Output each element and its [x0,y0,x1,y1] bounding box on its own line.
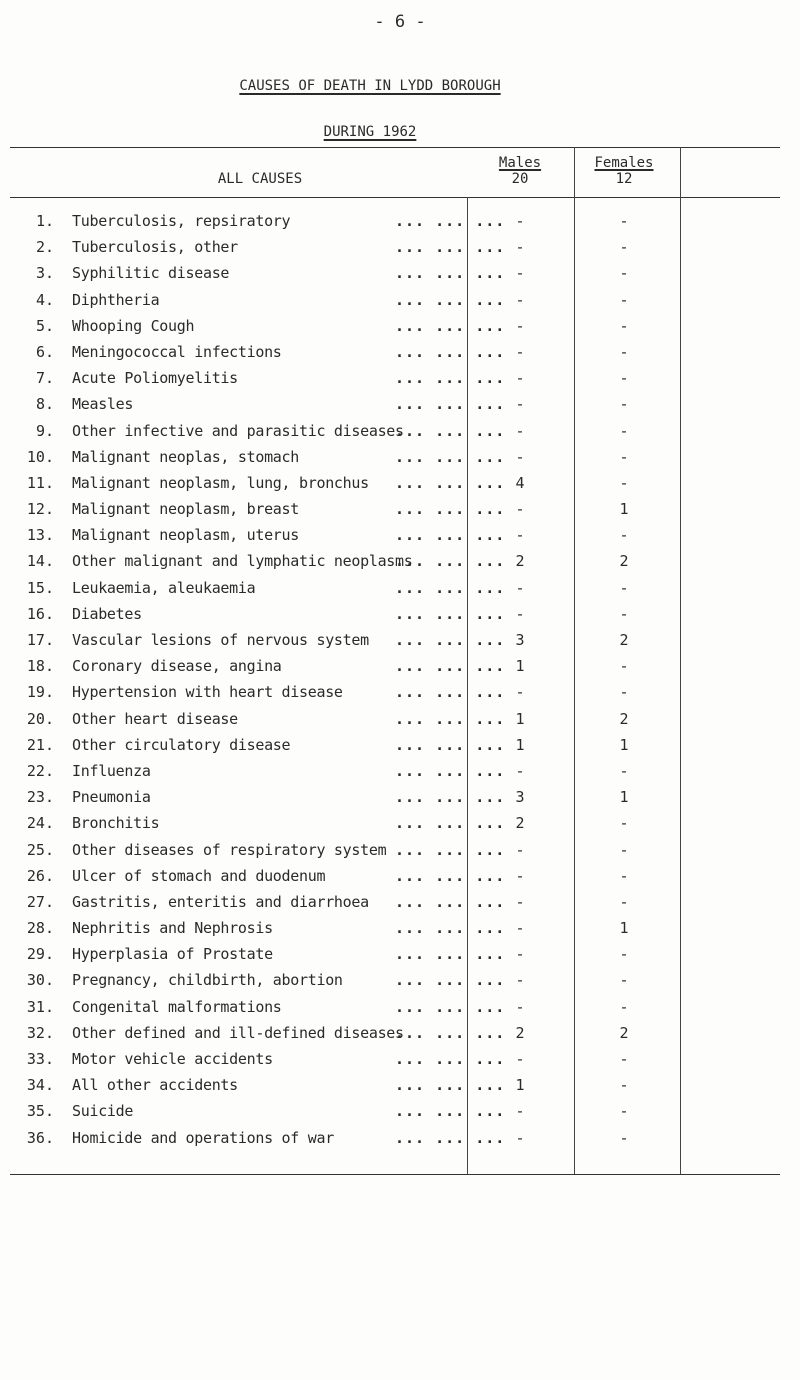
row-number: 15. [26,578,54,597]
females-count: 2 [619,631,629,649]
females-count: - [619,316,629,335]
males-count: - [515,919,525,938]
table-row [0,210,800,236]
males-count: - [515,395,525,414]
leader-dots: ... ... ... [395,1128,506,1147]
females-count: - [619,264,629,283]
row-number: 30. [26,971,54,990]
row-number: 33. [26,1050,54,1068]
cause-name: Pregnancy, childbirth, abortion [72,971,343,990]
table-row [0,524,800,550]
females-count: 1 [619,788,629,807]
row-number: 32. [26,1023,54,1042]
table-row [0,393,800,419]
row-number: 36. [26,1128,54,1147]
table-top-rule [10,147,780,148]
row-number: 22. [26,761,54,780]
females-total: 12 [615,171,633,187]
leader-dots: ... ... ... [395,892,506,911]
table-row [0,472,800,498]
leader-dots: ... ... ... [395,997,506,1016]
leader-dots: ... ... ... [395,421,506,440]
row-number: 21. [26,735,54,754]
females-count: - [619,1076,629,1095]
table-row [0,891,800,917]
cause-name: Suicide [72,1102,134,1121]
cause-name: Other defined and ill-defined diseases [72,1023,404,1042]
females-count: - [619,578,629,597]
leader-dots: ... ... ... [395,369,506,388]
leader-dots: ... ... ... [395,1050,506,1068]
females-count: - [619,212,629,230]
males-count: 3 [515,788,525,807]
leader-dots: ... ... ... [395,316,506,335]
row-number: 13. [26,526,54,545]
table-row [0,865,800,891]
table-row [0,760,800,786]
cause-name: Leukaemia, aleukaemia [72,578,256,597]
leader-dots: ... ... ... [395,604,506,623]
cause-name: Tuberculosis, other [72,238,238,257]
row-number: 19. [26,683,54,702]
females-count: - [619,1050,629,1068]
page-subtitle [160,124,580,140]
table-row [0,1100,800,1126]
females-count: - [619,1128,629,1147]
males-count: - [515,945,525,964]
leader-dots: ... ... ... [395,761,506,780]
females-count: - [619,683,629,702]
leader-dots: ... ... ... [395,578,506,597]
row-number: 2. [35,238,54,257]
males-count: - [515,264,525,283]
females-count: - [619,421,629,440]
row-number: 10. [26,447,54,466]
table-row [0,839,800,865]
cause-name: Other circulatory disease [72,735,291,754]
cause-name: Other heart disease [72,709,238,728]
females-count: - [619,814,629,833]
females-count: - [619,369,629,388]
row-number: 18. [26,657,54,676]
table-row [0,1048,800,1074]
row-number: 5. [35,316,54,335]
table-row [0,812,800,838]
leader-dots: ... ... ... [395,238,506,257]
females-count: - [619,604,629,623]
row-number: 1. [35,212,54,230]
females-count: - [619,945,629,964]
table-row [0,734,800,760]
females-count: - [619,657,629,676]
row-number: 3. [35,264,54,283]
females-count: 1 [619,500,629,519]
cause-name: Malignant neoplasm, uterus [72,526,300,545]
row-number: 4. [35,290,54,309]
leader-dots: ... ... ... [395,631,506,649]
males-count: 2 [515,1023,525,1042]
leader-dots: ... ... ... [395,657,506,676]
leader-dots: ... ... ... [395,473,506,492]
males-count: - [515,971,525,990]
row-number: 28. [26,919,54,938]
table-row [0,1074,800,1100]
cause-name: Malignant neoplas, stomach [72,447,300,466]
table-row [0,1127,800,1153]
females-count: 1 [619,735,629,754]
leader-dots: ... ... ... [395,919,506,938]
header-bottom-rule [10,197,780,198]
cause-name: Other diseases of respiratory system [72,840,387,859]
leader-dots: ... ... ... [395,814,506,833]
cause-name: Whooping Cough [72,316,195,335]
females-count: - [619,395,629,414]
cause-name: All other accidents [72,1076,238,1095]
table-row [0,996,800,1022]
row-number: 25. [26,840,54,859]
table-row [0,498,800,524]
cause-name: Acute Poliomyelitis [72,369,238,388]
leader-dots: ... ... ... [395,1102,506,1121]
males-count: - [515,238,525,257]
females-count: - [619,473,629,492]
leader-dots: ... ... ... [395,788,506,807]
leader-dots: ... ... ... [395,342,506,361]
header-causes: ALL CAUSES [217,171,303,187]
cause-name: Other infective and parasitic diseases [72,421,404,440]
males-count: - [515,761,525,780]
leader-dots: ... ... ... [395,1076,506,1095]
females-count: - [619,342,629,361]
page-number: - 6 - [374,12,426,32]
cause-name: Ulcer of stomach and duodenum [72,866,326,885]
table-row [0,341,800,367]
table-row [0,315,800,341]
males-count: - [515,892,525,911]
leader-dots: ... ... ... [395,683,506,702]
cause-name: Other malignant and lymphatic neoplasms [72,552,413,571]
subtitle-text: DURING 1962 [323,124,417,140]
males-count: - [515,1128,525,1147]
females-count: - [619,526,629,545]
cause-name: Pneumonia [72,788,151,807]
row-number: 9. [35,421,54,440]
cause-name: Meningococcal infections [72,342,282,361]
table-row [0,577,800,603]
row-number: 31. [26,997,54,1016]
males-count: - [515,447,525,466]
table-row [0,420,800,446]
males-count: 1 [515,735,525,754]
row-number: 23. [26,788,54,807]
males-count: - [515,421,525,440]
leader-dots: ... ... ... [395,395,506,414]
males-count: - [515,212,525,230]
row-number: 34. [26,1076,54,1095]
females-count: - [619,761,629,780]
table-row [0,262,800,288]
leader-dots: ... ... ... [395,709,506,728]
title-text: CAUSES OF DEATH IN LYDD BOROUGH [239,78,501,94]
females-count: - [619,971,629,990]
table-row [0,1022,800,1048]
leader-dots: ... ... ... [395,447,506,466]
table-row [0,917,800,943]
cause-name: Gastritis, enteritis and diarrhoea [72,892,369,911]
cause-name: Homicide and operations of war [72,1128,334,1147]
males-count: - [515,866,525,885]
males-count: - [515,578,525,597]
females-count: 2 [619,552,629,571]
leader-dots: ... ... ... [395,500,506,519]
cause-name: Syphilitic disease [72,264,230,283]
males-count: - [515,369,525,388]
leader-dots: ... ... ... [395,264,506,283]
cause-name: Malignant neoplasm, breast [72,500,300,519]
table-row [0,655,800,681]
cause-name: Tuberculosis, repsiratory [72,212,291,230]
row-number: 26. [26,866,54,885]
females-count: - [619,892,629,911]
table-row [0,603,800,629]
table-bottom-rule [10,1174,780,1175]
row-number: 24. [26,814,54,833]
header-males-label: Males [498,155,542,171]
table-row [0,943,800,969]
females-count: - [619,238,629,257]
cause-name: Hyperplasia of Prostate [72,945,273,964]
cause-name: Coronary disease, angina [72,657,282,676]
cause-name: Diabetes [72,604,142,623]
table-row [0,236,800,262]
males-count: - [515,604,525,623]
table-row [0,629,800,655]
table-row [0,969,800,995]
males-count: - [515,316,525,335]
row-number: 20. [26,709,54,728]
females-count: - [619,840,629,859]
cause-name: Hypertension with heart disease [72,683,343,702]
cause-name: Nephritis and Nephrosis [72,919,273,938]
row-number: 16. [26,604,54,623]
cause-name: Influenza [72,761,151,780]
males-count: 1 [515,657,525,676]
row-number: 8. [35,395,54,414]
header-males [470,155,570,171]
leader-dots: ... ... ... [395,212,506,230]
females-count: - [619,447,629,466]
leader-dots: ... ... ... [395,840,506,859]
females-count: - [619,997,629,1016]
cause-name: Vascular lesions of nervous system [72,631,369,649]
males-count: 2 [515,814,525,833]
table-row [0,367,800,393]
males-count: - [515,1050,525,1068]
males-count: - [515,683,525,702]
males-count: - [515,1102,525,1121]
table-row [0,446,800,472]
males-count: 2 [515,552,525,571]
males-count: 3 [515,631,525,649]
cause-name: Measles [72,395,134,414]
females-count: 1 [619,919,629,938]
males-count: 1 [515,709,525,728]
males-count: - [515,290,525,309]
leader-dots: ... ... ... [395,866,506,885]
leader-dots: ... ... ... [395,945,506,964]
row-number: 6. [35,342,54,361]
males-total: 20 [511,171,529,187]
table-row [0,289,800,315]
row-number: 17. [26,631,54,649]
row-number: 35. [26,1102,54,1121]
row-number: 7. [35,369,54,388]
leader-dots: ... ... ... [395,552,506,571]
males-count: 1 [515,1076,525,1095]
females-count: - [619,1102,629,1121]
females-count: 2 [619,1023,629,1042]
table-row [0,786,800,812]
causes-table [0,210,800,1153]
males-count: - [515,840,525,859]
males-count: - [515,526,525,545]
leader-dots: ... ... ... [395,735,506,754]
cause-name: Malignant neoplasm, lung, bronchus [72,473,369,492]
males-count: - [515,500,525,519]
row-number: 27. [26,892,54,911]
females-count: - [619,290,629,309]
males-count: - [515,997,525,1016]
header-females [578,155,670,171]
cause-name: Congenital malformations [72,997,282,1016]
table-row [0,550,800,576]
males-count: - [515,342,525,361]
cause-name: Diphtheria [72,290,160,309]
cause-name: Motor vehicle accidents [72,1050,273,1068]
leader-dots: ... ... ... [395,526,506,545]
females-count: - [619,866,629,885]
row-number: 29. [26,945,54,964]
leader-dots: ... ... ... [395,971,506,990]
row-number: 12. [26,500,54,519]
header-females-label: Females [594,155,654,171]
cause-name: Bronchitis [72,814,160,833]
table-row [0,708,800,734]
row-number: 11. [26,473,54,492]
females-count: 2 [619,709,629,728]
males-count: 4 [515,473,525,492]
table-row [0,681,800,707]
leader-dots: ... ... ... [395,290,506,309]
leader-dots: ... ... ... [395,1023,506,1042]
row-number: 14. [26,552,54,571]
page-title [160,78,580,94]
